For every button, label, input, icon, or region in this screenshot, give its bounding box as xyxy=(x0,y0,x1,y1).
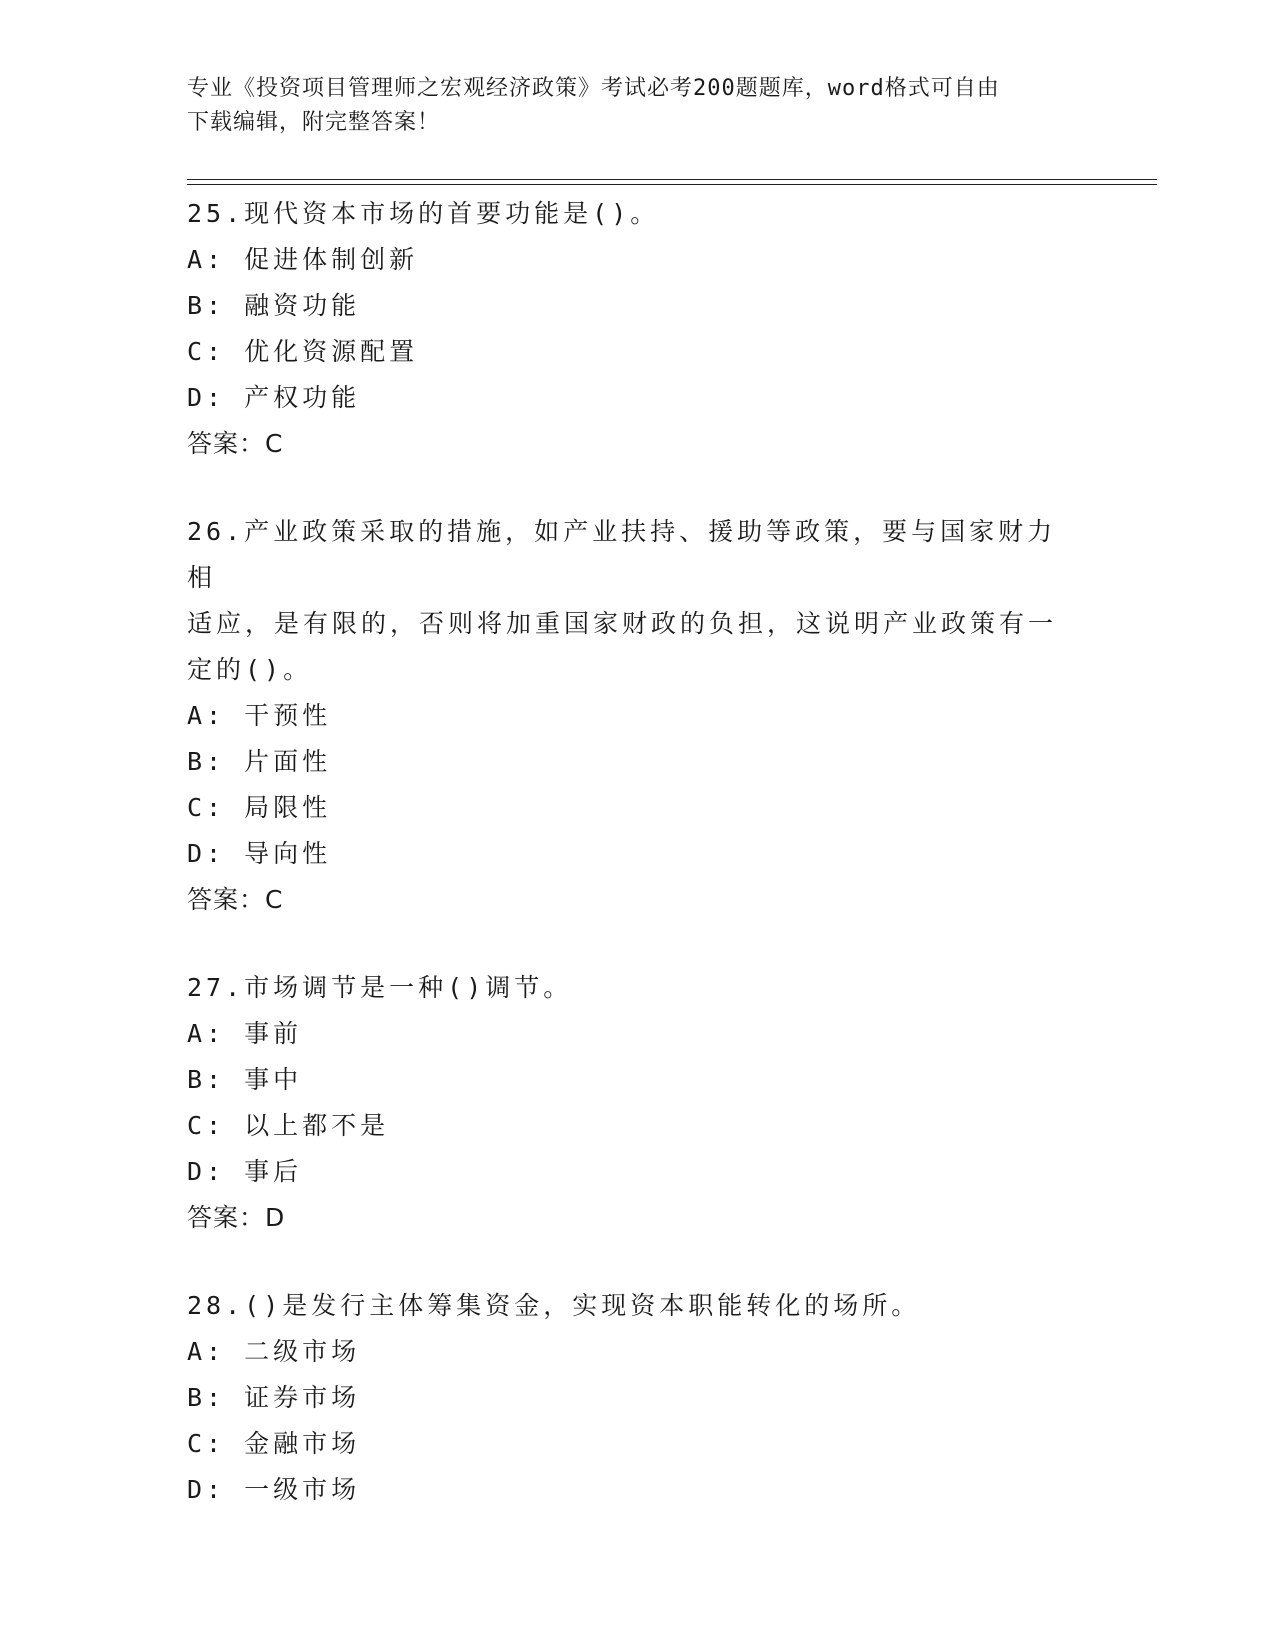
header-divider-top xyxy=(187,179,1157,180)
question-26 xyxy=(187,509,1067,923)
option-d: D: 一级市场 xyxy=(187,1475,361,1504)
question-stem: 25.现代资本市场的首要功能是()。 xyxy=(187,199,660,228)
option-c: C: 以上都不是 xyxy=(187,1111,390,1140)
header-line-2: 下载编辑，附完整答案！ xyxy=(187,110,441,135)
option-d: D: 产权功能 xyxy=(187,383,361,412)
question-stem: 27.市场调节是一种()调节。 xyxy=(187,973,573,1002)
option-a: A: 促进体制创新 xyxy=(187,245,419,274)
option-c: C: 优化资源配置 xyxy=(187,337,419,366)
question-stem-line-3: 定的()。 xyxy=(187,655,313,684)
option-d: D: 导向性 xyxy=(187,839,332,868)
question-list xyxy=(187,191,1067,1555)
question-stem: 28.()是发行主体筹集资金，实现资本职能转化的场所。 xyxy=(187,1291,921,1320)
question-27 xyxy=(187,965,1067,1241)
option-a: A: 事前 xyxy=(187,1019,303,1048)
answer-text: 答案：C xyxy=(187,429,284,458)
option-c: C: 局限性 xyxy=(187,793,332,822)
option-b: B: 证券市场 xyxy=(187,1383,361,1412)
option-b: B: 事中 xyxy=(187,1065,303,1094)
question-28 xyxy=(187,1283,1067,1513)
option-d: D: 事后 xyxy=(187,1157,303,1186)
document-page xyxy=(187,0,1157,1650)
option-a: A: 干预性 xyxy=(187,701,332,730)
question-stem-line-1: 26.产业政策采取的措施，如产业扶持、援助等政策，要与国家财力相 xyxy=(187,517,1057,592)
document-header xyxy=(187,72,1067,140)
answer-text: 答案：D xyxy=(187,1203,286,1232)
option-b: B: 融资功能 xyxy=(187,291,361,320)
header-divider-bottom xyxy=(187,184,1157,185)
header-line-1: 专业《投资项目管理师之宏观经济政策》考试必考200题题库，word格式可自由 xyxy=(187,76,1000,101)
option-c: C: 金融市场 xyxy=(187,1429,361,1458)
option-b: B: 片面性 xyxy=(187,747,332,776)
question-25 xyxy=(187,191,1067,467)
answer-text: 答案：C xyxy=(187,885,284,914)
option-a: A: 二级市场 xyxy=(187,1337,361,1366)
question-stem-line-2: 适应，是有限的，否则将加重国家财政的负担，这说明产业政策有一 xyxy=(187,609,1058,638)
